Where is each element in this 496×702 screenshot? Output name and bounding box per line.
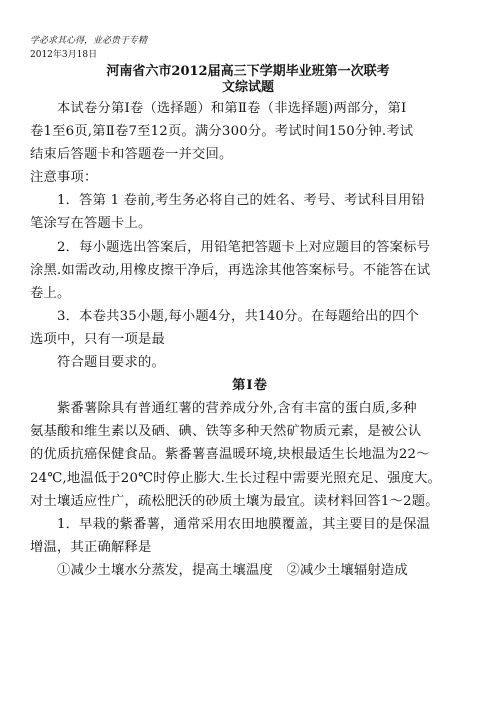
note-line: 2．每小题选出答案后，用铅笔把答题卡上对应题目的答案标号: [57, 239, 431, 255]
notes-heading: 注意事项：: [30, 170, 98, 186]
question-option-line: ①减少土壤水分蒸发，提高土壤温度 ②减少土壤辐射造成: [57, 562, 408, 578]
question-line: 1．早栽的紫番薯，通常采用农田地膜覆盖，其主要目的是保温: [57, 516, 431, 532]
intro-line: 卷1至6页,第Ⅱ卷7至12页。满分300分。考试时间150分钟.考试: [30, 124, 414, 140]
note-line: 笔涂写在答题卡上。: [30, 216, 152, 232]
section-title: 第Ⅰ卷: [232, 378, 268, 394]
document-subtitle: 文综试题: [221, 80, 274, 95]
passage-line: 紫番薯除具有普通红薯的营养成分外,含有丰富的蛋白质,多种: [57, 401, 417, 417]
passage-line: 对土壤适应性广，疏松肥沃的砂质土壤为最宜。读材料回答1～2题。: [30, 493, 439, 509]
note-line: 卷上。: [30, 285, 71, 301]
note-line: 1．答第 1 卷前,考生务必将自己的姓名、考号、考试科目用铅: [57, 193, 426, 209]
document-title: 河南省六市2012届高三下学期毕业班第一次联考: [106, 64, 390, 79]
passage-line: 24℃,地温低于20℃时停止膨大.生长过程中需要光照充足、强度大。: [30, 470, 442, 486]
note-line: 符合题目要求的。: [57, 355, 165, 371]
document-body: [30, 97, 470, 582]
header-date: 2012年3月18日: [30, 50, 98, 60]
note-line: 3．本卷共35小题,每小题4分，共140分。在每题给出的四个: [57, 308, 419, 324]
note-line: 涂黑.如需改动,用橡皮擦干净后，再选涂其他答案标号。不能答在试: [30, 262, 431, 278]
note-line: 选项中，只有一项是最: [30, 331, 165, 347]
intro-line: 本试卷分第Ⅰ卷（选择题）和第Ⅱ卷（非选择题)两部分，第Ⅰ: [57, 101, 407, 116]
passage-line: 氨基酸和维生素以及硒、碘、铁等多种天然矿物质元素，是被公认: [30, 424, 422, 440]
header-motto: 学必求其心得，业必贵于专精: [30, 36, 148, 46]
question-line: 增温，其正确解释是: [30, 539, 152, 555]
passage-line: 的优质抗癌保健食品。紫番薯喜温暖环境,块根最适生长地温为22～: [30, 447, 430, 463]
intro-line: 结束后答题卡和答题卷一并交回。: [30, 147, 233, 163]
